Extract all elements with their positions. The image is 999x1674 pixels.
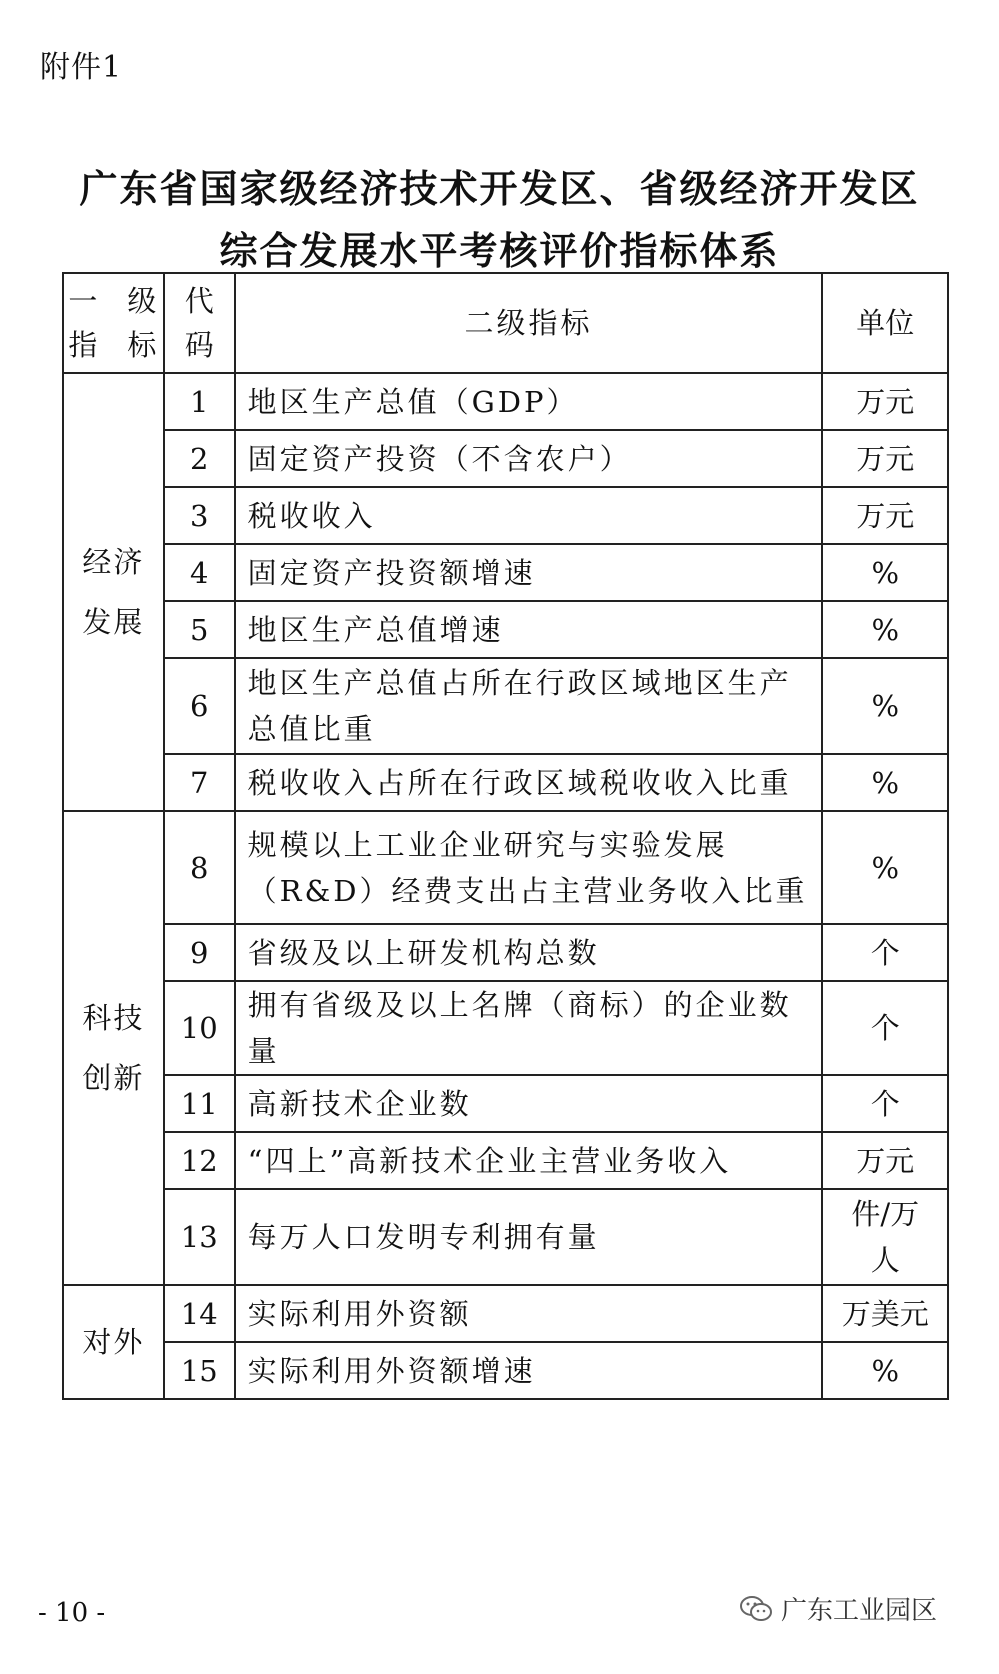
- row-indicator: 地区生产总值增速: [235, 601, 823, 658]
- row-indicator: 每万人口发明专利拥有量: [235, 1189, 823, 1285]
- table-row: [63, 601, 948, 658]
- category-economic-line2: 发展: [82, 605, 145, 639]
- header-code-line2: 码: [184, 328, 214, 362]
- table-row: [63, 1285, 948, 1342]
- row-unit: %: [822, 754, 948, 811]
- row-code: 7: [164, 754, 235, 811]
- document-title-line1: 广东省国家级经济技术开发区、省级经济开发区: [79, 167, 920, 211]
- table-row: [63, 544, 948, 601]
- row-indicator: 固定资产投资额增速: [235, 544, 823, 601]
- header-unit: 单位: [822, 273, 948, 373]
- header-level1-line1: 一 级: [68, 284, 159, 318]
- row-indicator: “四上”高新技术企业主营业务收入: [235, 1132, 823, 1189]
- row-code: 12: [164, 1132, 235, 1189]
- row-unit: 万美元: [822, 1285, 948, 1342]
- table-row: [63, 754, 948, 811]
- row-code: 1: [164, 373, 235, 430]
- row-unit: %: [822, 811, 948, 924]
- wechat-icon: [739, 1594, 773, 1624]
- row-code: 11: [164, 1075, 235, 1132]
- row-indicator: 地区生产总值（GDP）: [235, 373, 823, 430]
- row-code: 8: [164, 811, 235, 924]
- row-indicator: 地区生产总值占所在行政区域地区生产总值比重: [235, 658, 823, 754]
- table-row: [63, 658, 948, 754]
- table-header-row: [63, 273, 948, 373]
- table-row: [63, 924, 948, 981]
- row-code: 15: [164, 1342, 235, 1399]
- category-economic: [63, 373, 164, 811]
- table-row: [63, 430, 948, 487]
- row-code: 6: [164, 658, 235, 754]
- row-unit: 个: [822, 1075, 948, 1132]
- table-row: [63, 1342, 948, 1399]
- row-unit: %: [822, 1342, 948, 1399]
- table-row: [63, 373, 948, 430]
- table-row: [63, 811, 948, 924]
- header-code: [164, 273, 235, 373]
- category-economic-line1: 经济: [82, 545, 145, 579]
- row-indicator: 税收收入: [235, 487, 823, 544]
- category-innovation: [63, 811, 164, 1285]
- row-unit: %: [822, 601, 948, 658]
- row-code: 4: [164, 544, 235, 601]
- row-code: 5: [164, 601, 235, 658]
- row-unit: 万元: [822, 487, 948, 544]
- row-code: 9: [164, 924, 235, 981]
- row-indicator: 实际利用外资额: [235, 1285, 823, 1342]
- header-level1: [63, 273, 164, 373]
- category-external: [63, 1285, 164, 1399]
- row-code: 13: [164, 1189, 235, 1285]
- row-code: 2: [164, 430, 235, 487]
- row-indicator: 拥有省级及以上名牌（商标）的企业数量: [235, 981, 823, 1075]
- watermark-text: 广东工业园区: [780, 1596, 937, 1626]
- row-unit: %: [822, 544, 948, 601]
- row-unit: 万元: [822, 1132, 948, 1189]
- table-row: [63, 1132, 948, 1189]
- row-code: 10: [164, 981, 235, 1075]
- category-innovation-line1: 科技: [82, 1001, 145, 1035]
- table-row: [63, 487, 948, 544]
- row-unit: 万元: [822, 430, 948, 487]
- header-level2: 二级指标: [235, 273, 823, 373]
- row-indicator: 税收收入占所在行政区域税收收入比重: [235, 754, 823, 811]
- indicator-table: [62, 272, 949, 1400]
- row-unit: 个: [822, 981, 948, 1075]
- category-innovation-line2: 创新: [82, 1061, 145, 1095]
- row-unit: 件/万人: [822, 1189, 948, 1285]
- source-watermark: [739, 1590, 937, 1627]
- row-indicator: 规模以上工业企业研究与实验发展（R&D）经费支出占主营业务收入比重: [235, 811, 823, 924]
- row-indicator: 高新技术企业数: [235, 1075, 823, 1132]
- row-code: 3: [164, 487, 235, 544]
- table-row: [63, 1075, 948, 1132]
- page-number: - 10 -: [38, 1598, 106, 1628]
- header-level1-line2: 指 标: [68, 328, 159, 362]
- table-row: [63, 1189, 948, 1285]
- row-indicator: 固定资产投资（不含农户）: [235, 430, 823, 487]
- row-unit: 万元: [822, 373, 948, 430]
- row-indicator: 实际利用外资额增速: [235, 1342, 823, 1399]
- row-unit: %: [822, 658, 948, 754]
- category-external-line1: 对外: [82, 1325, 145, 1359]
- header-code-line1: 代: [184, 284, 214, 318]
- table-row: [63, 981, 948, 1075]
- document-title-line2: 综合发展水平考核评价指标体系: [219, 229, 780, 273]
- row-indicator: 省级及以上研发机构总数: [235, 924, 823, 981]
- row-unit: 个: [822, 924, 948, 981]
- attachment-label: 附件1: [40, 50, 123, 85]
- row-code: 14: [164, 1285, 235, 1342]
